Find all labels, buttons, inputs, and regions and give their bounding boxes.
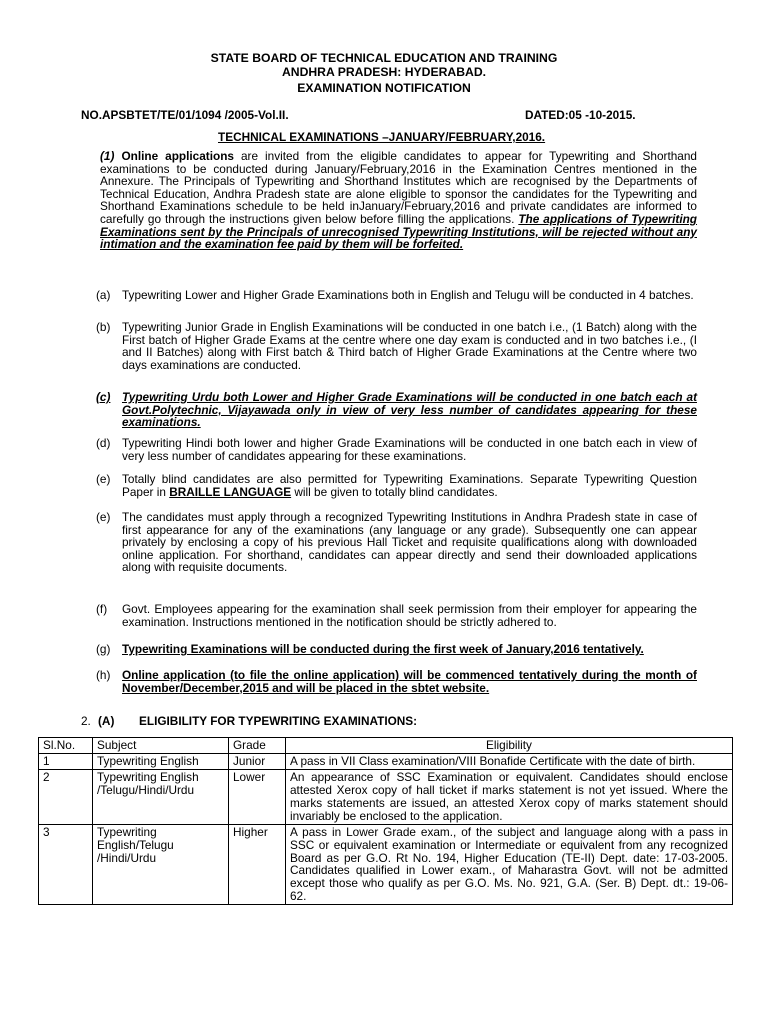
item-text: Online application (to file the online application) will be commenced tentatively during the month of November/December,2015 and will be placed in the sbtet website. <box>122 668 697 695</box>
cell-slno: 3 <box>39 825 93 905</box>
item-text: Typewriting Hindi both lower and higher Grade Examinations will be conducted in one batch each in view of very less number of candidates appearing for these examinations. <box>122 436 697 463</box>
eligibility-table <box>38 737 733 905</box>
header-grade: Grade <box>229 738 286 754</box>
cell-grade: Lower <box>229 770 286 825</box>
section-title: ELIGIBILITY FOR TYPEWRITING EXAMINATIONS: <box>139 714 418 728</box>
item-text: Govt. Employees appearing for the examination shall seek permission from their employer for appearing the examination. Instructions mentioned in the notification should be strictly adhered to. <box>122 602 697 629</box>
cell-eligibility: An appearance of SSC Examination or equivalent. Candidates should enclose attested Xerox copy of hall ticket if marks statement is not yet issued. Where the marks statements are issued, an attested Xerox copy of marks statement should invariably be enclosed to the application. <box>286 770 733 825</box>
header-slno: Sl.No. <box>39 738 93 754</box>
table-row <box>39 825 733 905</box>
para-number: (1) <box>100 149 115 163</box>
table-header-row <box>39 738 733 754</box>
cell-grade: Higher <box>229 825 286 905</box>
item-d <box>96 436 697 463</box>
cell-eligibility: A pass in VII Class examination/VIII Bonafide Certificate with the date of birth. <box>286 753 733 770</box>
item-text: will be given to totally blind candidates. <box>291 484 498 499</box>
item-text: The candidates must apply through a recognized Typewriting Institutions in Andhra Pradesh state in case of first appearance for any of the examinations (any language or any grade). Subsequently one can appear privately by enclosing a copy of his previous Hall Ticket and requisite qualifications along with downloaded online application. For shorthand, candidates can appear directly and send their downloaded applications along with requisite documents. <box>122 510 697 575</box>
item-text: Typewriting Examinations will be conducted during the first week of January,2016 tentatively. <box>122 642 644 656</box>
table-row <box>39 753 733 770</box>
item-c <box>96 390 697 430</box>
item-e-braille <box>96 472 697 499</box>
table-row <box>39 770 733 825</box>
header-eligibility: Eligibility <box>286 738 733 754</box>
item-g <box>96 642 697 656</box>
item-label: (e) <box>96 472 111 486</box>
item-b <box>96 320 697 372</box>
item-text: Typewriting Lower and Higher Grade Examinations both in English and Telugu will be conducted in 4 batches. <box>122 288 694 302</box>
reference-number: NO.APSBTET/TE/01/1094 /2005-Vol.II. <box>81 108 289 122</box>
item-text: Typewriting Junior Grade in English Examinations will be conducted in one batch i.e., (1 Batch) along with the First batch of Higher Grade Exams at the centre where one day exam is conducted and in two batches i.e., (I and II Batches) along with First batch & Third batch of Higher Grade Examinations at the Centre where two days examinations are conducted. <box>122 320 697 372</box>
item-label: (c) <box>96 390 111 404</box>
item-label: (a) <box>96 288 111 302</box>
cell-slno: 1 <box>39 753 93 770</box>
cell-subject: Typewriting English <box>93 753 229 770</box>
board-location: ANDHRA PRADESH: HYDERABAD. <box>281 65 487 79</box>
item-label: (h) <box>96 668 111 682</box>
para-online-applications <box>100 150 697 251</box>
item-label: (e) <box>96 510 111 524</box>
para-warning: The applications of Typewriting Examinations sent by the Principals of unrecognised Typewriting Institutions, will be rejected without any intimation and the examination fee paid by them will be forfeited. <box>100 211 698 252</box>
item-label: (b) <box>96 320 111 334</box>
item-label: (f) <box>96 602 108 616</box>
para-lead: Online applications <box>121 149 234 163</box>
braille-highlight: BRAILLE LANGUAGE <box>169 484 292 499</box>
cell-subject: Typewriting English/Telugu /Hindi/Urdu <box>93 825 229 905</box>
item-a <box>96 288 697 302</box>
cell-eligibility: A pass in Lower Grade exam., of the subject and language along with a pass in SSC or equivalent examination or Intermediate or equivalent from any recognized Board as per G.O. Rt No. 194, Higher Education (TE-II) Dept. date: 17-03-2005. Candidates qualified in Lower exam., of Maharastra Govt. will not be admitted except those who qualify as per G.O. Ms. No. 921, G.A. (Ser. B) Dept. dt.: 19-06-62. <box>286 825 733 905</box>
item-label: (g) <box>96 642 111 656</box>
para-body: are invited from the eligible candidates to appear for Typewriting and Shorthand examinations to be conducted during January/February,2016 in the Examination Centres mentioned in the Annexure. The Principals of Typewriting and Shorthand Institutes which are recognised by the Departments of Technical Education, Andhra Pradesh state are alone eligible to sponsor the candidates for the Typewriting and Shorthand Examinations schedule to be held inJanuary/February,2016 and private candidates are informed to carefully go through the instructions given below before filling the applications. <box>100 149 697 226</box>
subject-line: TECHNICAL EXAMINATIONS –JANUARY/FEBRUARY,2016. <box>218 130 546 144</box>
cell-grade: Junior <box>229 753 286 770</box>
item-text: Totally blind candidates are also permitted for Typewriting Examinations. Separate Typewriting Question Paper in <box>122 472 697 499</box>
item-text: Typewriting Urdu both Lower and Higher Grade Examinations will be conducted in one batch each at Govt.Polytechnic, Vijayawada only in view of very less number of candidates appearing for these examinations. <box>122 390 697 430</box>
section-sub: (A) <box>98 714 115 728</box>
header-subject: Subject <box>93 738 229 754</box>
cell-subject: Typewriting English /Telugu/Hindi/Urdu <box>93 770 229 825</box>
section-number: 2. <box>81 714 91 728</box>
item-f <box>96 602 697 629</box>
notification-title: EXAMINATION NOTIFICATION <box>297 81 471 95</box>
notification-date: DATED:05 -10-2015. <box>525 108 636 122</box>
item-h <box>96 668 697 695</box>
cell-slno: 2 <box>39 770 93 825</box>
item-e-apply <box>96 510 697 575</box>
item-label: (d) <box>96 436 111 450</box>
board-title: STATE BOARD OF TECHNICAL EDUCATION AND TRAINING <box>210 51 558 65</box>
